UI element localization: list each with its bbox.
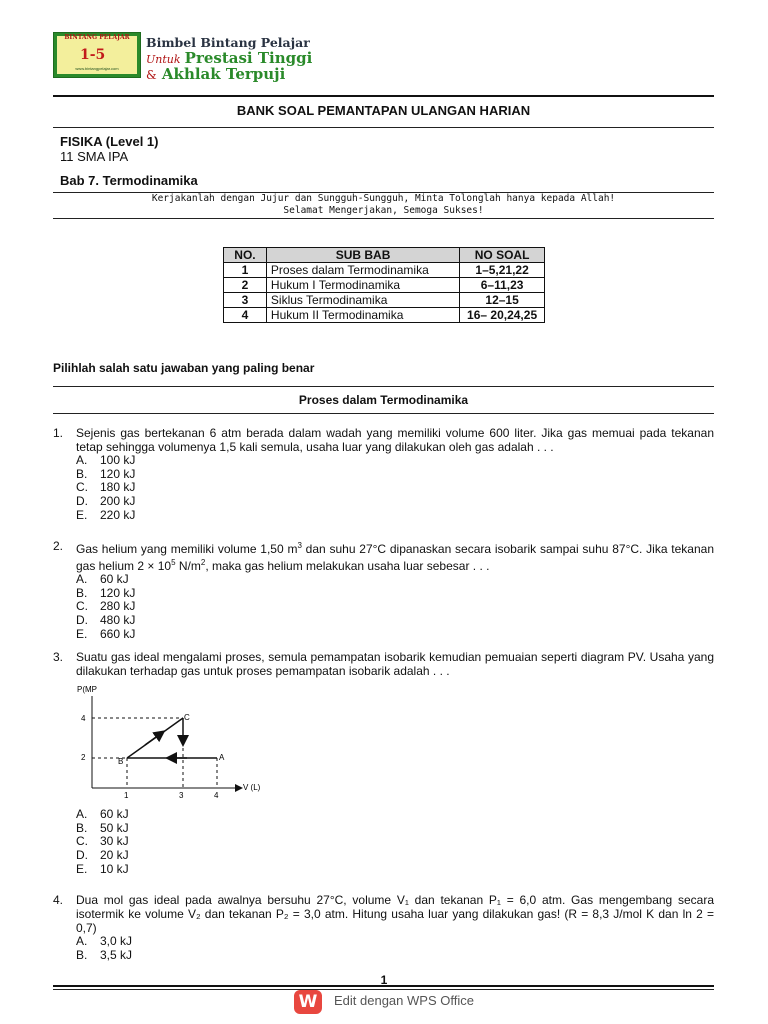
option: C. 180 kJ — [76, 480, 136, 495]
instruction-line-1: Kerjakanlah dengan Jujur dan Sungguh-Sungguh, Minta Tolonglah hanya kepada Allah! — [151, 193, 616, 204]
footer-divider — [53, 985, 714, 987]
brand-name: Bimbel Bintang Pelajar — [146, 35, 310, 50]
table-row — [224, 308, 545, 323]
instruction-line-2: Selamat Mengerjakan, Semoga Sukses! — [283, 205, 484, 216]
question-3-options — [53, 808, 714, 877]
x-tick-label: 1 — [124, 791, 129, 800]
divider — [53, 218, 714, 219]
table-cell-soal: 6–11,23 — [460, 278, 545, 293]
logo-title: BINTANG PELAJAR — [64, 34, 130, 41]
page-header — [53, 32, 713, 84]
table-cell-sub: Hukum II Termodinamika — [266, 308, 459, 323]
question-text: Suatu gas ideal mengalami proses, semula pemampatan isobarik kemudian pemuaian seperti diagram PV. Usaha yang dilakukan terhadap gas untuk proses pemampatan isobarik adalah . . . — [76, 650, 714, 678]
question-2 — [53, 539, 714, 642]
point-label-b: B — [118, 757, 124, 766]
table-row — [224, 293, 545, 308]
table-cell-no: 4 — [224, 308, 267, 323]
option: E. 10 kJ — [76, 861, 129, 876]
table-row — [224, 263, 545, 278]
divider — [53, 95, 714, 97]
y-tick-label: 2 — [81, 753, 86, 762]
table-cell-sub: Proses dalam Termodinamika — [266, 263, 459, 278]
table-cell-soal: 12–15 — [460, 293, 545, 308]
divider — [53, 386, 714, 387]
option: D. 480 kJ — [76, 613, 136, 628]
question-number: 4. — [53, 893, 64, 907]
x-axis-label: V (L) — [243, 783, 261, 792]
logo-subtext: www.bintangpelajar.com — [75, 66, 119, 71]
divider — [53, 127, 714, 128]
y-axis-label: P(MP — [77, 685, 97, 694]
option: D. 200 kJ — [76, 494, 136, 509]
option-list — [76, 935, 714, 962]
table-cell-soal: 1–5,21,22 — [460, 263, 545, 278]
page-number: 1 — [380, 973, 388, 987]
sub-chapter-table — [223, 247, 545, 323]
question-4 — [53, 893, 714, 962]
pv-diagram — [73, 684, 273, 804]
chapter-title: Bab 7. Termodinamika — [60, 173, 198, 188]
table-header-row — [224, 248, 545, 263]
table-cell-no: 1 — [224, 263, 267, 278]
x-tick-label: 4 — [214, 791, 219, 800]
question-number: 2. — [53, 539, 64, 553]
document-title: BANK SOAL PEMANTAPAN ULANGAN HARIAN — [236, 103, 531, 118]
option: B. 120 kJ — [76, 466, 136, 481]
logo-digits: 1-5 — [80, 47, 106, 63]
question-number: 1. — [53, 426, 64, 440]
point-label-a: A — [219, 753, 225, 762]
table-header: NO SOAL — [460, 248, 545, 263]
option: B. 3,5 kJ — [76, 947, 133, 962]
divider — [53, 413, 714, 414]
question-text: Gas helium yang memiliki volume 1,50 $m^3$ dan suhu 27°C dipanaskan secara isobarik sampai suhu 87°C. Jika tekanan gas helium $2 \times 10^5$ $N/m^2$, maka gas helium melakukan usaha luar sebesar . . . — [76, 541, 714, 573]
wps-edit-link[interactable]: Edit dengan WPS Office — [334, 993, 474, 1008]
option: A. 60 kJ — [76, 807, 129, 821]
option-list — [76, 454, 714, 523]
option: B. 120 kJ — [76, 585, 136, 600]
option-list — [76, 573, 714, 642]
table-cell-no: 3 — [224, 293, 267, 308]
brand-tagline-2: & Akhlak Terpuji — [146, 65, 286, 83]
table-cell-sub: Siklus Termodinamika — [266, 293, 459, 308]
option: E. 220 kJ — [76, 507, 136, 522]
option: C. 280 kJ — [76, 599, 136, 614]
wps-logo-icon: W — [294, 990, 322, 1014]
table-header: SUB BAB — [266, 248, 459, 263]
option: B. 50 kJ — [76, 820, 129, 835]
option: D. 20 kJ — [76, 848, 129, 863]
question-text: Dua mol gas ideal pada awalnya bersuhu 27°C, volume V₁ dan tekanan P₁ = 6,0 atm. Gas mengembang secara isotermik ke volume V₂ dan tekanan P₂ = 3,0 atm. Hitung usaha luar yang dilakukan gas! (R = 8,3 J/mol K dan ln 2 = 0,7) — [76, 893, 714, 935]
option-list — [76, 808, 714, 877]
section-title: Proses dalam Termodinamika — [298, 393, 469, 407]
question-3 — [53, 650, 714, 678]
point-label-c: C — [184, 713, 190, 722]
option: C. 30 kJ — [76, 834, 129, 849]
option: A. 100 kJ — [76, 453, 136, 467]
table-cell-soal: 16– 20,24,25 — [460, 308, 545, 323]
table-header: NO. — [224, 248, 267, 263]
footer-divider — [53, 989, 714, 990]
brand-tagline-1: Untuk Prestasi Tinggi — [146, 49, 313, 67]
question-1 — [53, 426, 714, 523]
instructions-choose: Pilihlah salah satu jawaban yang paling benar — [53, 361, 315, 375]
question-text: Sejenis gas bertekanan 6 atm berada dalam wadah yang memiliki volume 600 liter. Jika gas memuai pada tekanan tetap sehingga volumenya 1,5 kali semula, usaha luar yang dilakukan oleh gas adalah . . . — [76, 426, 714, 454]
y-tick-label: 4 — [81, 714, 86, 723]
question-number: 3. — [53, 650, 64, 664]
x-tick-label: 3 — [179, 791, 184, 800]
option: A. 60 kJ — [76, 572, 129, 586]
table-cell-no: 2 — [224, 278, 267, 293]
option: A. 3,0 kJ — [76, 934, 133, 948]
table-row — [224, 278, 545, 293]
option: E. 660 kJ — [76, 626, 136, 641]
bintang-pelajar-logo — [53, 32, 141, 78]
process-arrow — [145, 732, 163, 745]
subject: FISIKA (Level 1) — [60, 134, 159, 149]
grade-level: 11 SMA IPA — [60, 149, 129, 164]
table-cell-sub: Hukum I Termodinamika — [266, 278, 459, 293]
